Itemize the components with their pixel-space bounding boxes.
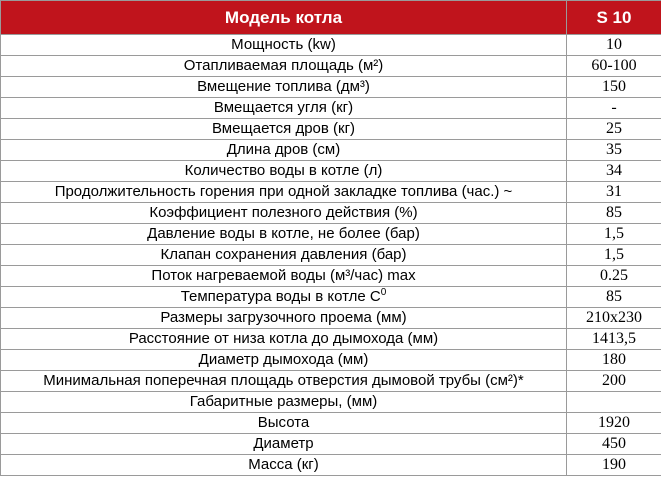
table-row — [1, 140, 661, 161]
param-cell: Количество воды в котле (л) — [1, 161, 567, 182]
param-cell: Длина дров (см) — [1, 140, 567, 161]
table-row — [1, 371, 661, 392]
table-row — [1, 350, 661, 371]
table-row — [1, 266, 661, 287]
value-cell: 180 — [567, 350, 661, 371]
table-row — [1, 35, 661, 56]
param-cell: Отапливаемая площадь (м²) — [1, 56, 567, 77]
param-cell: Клапан сохранения давления (бар) — [1, 245, 567, 266]
value-cell: 1920 — [567, 413, 661, 434]
param-cell: Поток нагреваемой воды (м³/час) max — [1, 266, 567, 287]
value-cell: 190 — [567, 455, 661, 476]
param-cell: Масса (кг) — [1, 455, 567, 476]
value-cell: 1,5 — [567, 245, 661, 266]
param-cell: Вмещается угля (кг) — [1, 98, 567, 119]
value-cell: 85 — [567, 203, 661, 224]
table-row — [1, 98, 661, 119]
value-cell: 0.25 — [567, 266, 661, 287]
value-cell: 10 — [567, 35, 661, 56]
value-cell: 25 — [567, 119, 661, 140]
value-cell: 85 — [567, 287, 661, 308]
param-cell: Габаритные размеры, (мм) — [1, 392, 567, 413]
value-cell: 31 — [567, 182, 661, 203]
value-cell: 450 — [567, 434, 661, 455]
param-cell: Минимальная поперечная площадь отверстия дымовой трубы (см²)* — [1, 371, 567, 392]
table-row — [1, 56, 661, 77]
param-cell: Вмещается дров (кг) — [1, 119, 567, 140]
param-cell: Расстояние от низа котла до дымохода (мм) — [1, 329, 567, 350]
value-cell: 34 — [567, 161, 661, 182]
table-row — [1, 77, 661, 98]
table-row — [1, 182, 661, 203]
value-cell: 35 — [567, 140, 661, 161]
param-cell: Продолжительность горения при одной закладке топлива (час.) ~ — [1, 182, 567, 203]
value-cell: 1413,5 — [567, 329, 661, 350]
table-row — [1, 308, 661, 329]
param-cell: Мощность (kw) — [1, 35, 567, 56]
table-header-row — [1, 1, 661, 35]
param-cell: Диаметр дымохода (мм) — [1, 350, 567, 371]
param-text: Температура воды в котле С — [180, 288, 381, 305]
table-row — [1, 161, 661, 182]
header-model-cell: S 10 — [567, 1, 661, 35]
value-cell — [567, 392, 661, 413]
table-row — [1, 413, 661, 434]
param-cell: Вмещение топлива (дм³) — [1, 77, 567, 98]
table-row — [1, 392, 661, 413]
header-param-cell: Модель котла — [1, 1, 567, 35]
value-cell: - — [567, 98, 661, 119]
param-cell: Диаметр — [1, 434, 567, 455]
param-cell: Высота — [1, 413, 567, 434]
table-row — [1, 224, 661, 245]
param-cell: Давление воды в котле, не более (бар) — [1, 224, 567, 245]
param-cell: Коэффициент полезного действия (%) — [1, 203, 567, 224]
value-cell: 1,5 — [567, 224, 661, 245]
table-row — [1, 245, 661, 266]
param-cell — [1, 287, 567, 308]
table-row — [1, 455, 661, 476]
table-row — [1, 434, 661, 455]
value-cell: 210x230 — [567, 308, 661, 329]
table-row — [1, 119, 661, 140]
degree-superscript: 0 — [380, 287, 387, 298]
table-row — [1, 287, 661, 308]
param-cell: Размеры загрузочного проема (мм) — [1, 308, 567, 329]
value-cell: 150 — [567, 77, 661, 98]
table-row — [1, 329, 661, 350]
value-cell: 200 — [567, 371, 661, 392]
value-cell: 60-100 — [567, 56, 661, 77]
table-row — [1, 203, 661, 224]
